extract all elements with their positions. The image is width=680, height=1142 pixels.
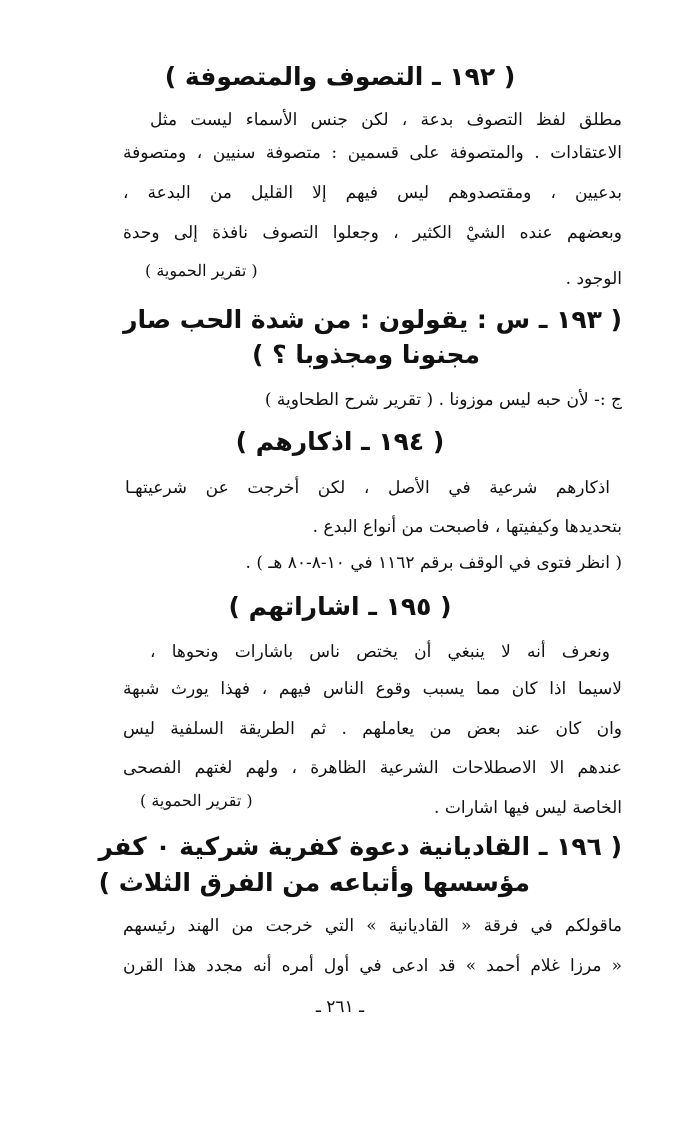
- section-heading-194: ( ١٩٤ ـ اذكارهم ): [235, 427, 445, 456]
- section-193-answer: ج :- لأن حبه ليس موزونا . ( تقرير شرح الطحاوية ): [264, 390, 622, 410]
- section-heading-193-line-1: ( ١٩٣ ـ س : يقولون : من شدة الحب صار: [123, 305, 622, 334]
- section-194-reference: ( انظر فتوى في الوقف برقم ١١٦٢ في ١٠-٨-٨٠ هـ ) .: [245, 553, 622, 573]
- section-heading-193-line-2: مجنونا ومجذوبا ؟ ): [252, 340, 480, 369]
- section-195-line-1: ونعرف أنه لا ينبغي أن يختص ناس باشارات ونحوها ،: [150, 642, 610, 662]
- section-196-line-2: « مرزا غلام أحمد » قد ادعى في أول أمره أنه مجدد هذا القرن: [123, 956, 622, 976]
- section-194-line-2: بتحديدها وكيفيتها ، فاصبحت من أنواع البدع .: [312, 517, 622, 537]
- page-number: ـ ٢٦١ ـ: [315, 997, 365, 1017]
- section-194-line-1: اذكارهم شرعية في الأصل ، لكن أخرجت عن شرعيتهـا: [125, 478, 610, 498]
- section-195-line-2: لاسيما اذا كان مما يسبب وقوع الناس فيهم ، فهذا يورث شبهة: [123, 679, 622, 699]
- section-192-line-4: وبعضهم عنده الشيْ الكثير ، وجعلوا التصوف نافذة إلى وحدة: [123, 223, 622, 243]
- section-192-citation: ( تقرير الحموية ): [145, 261, 258, 280]
- section-192-line-3: بدعيين ، ومقتصدوهم ليس فيهم إلا القليل من البدعة ،: [123, 183, 622, 203]
- section-195-line-5: الخاصة ليس فيها اشارات .: [434, 798, 622, 818]
- section-192-line-2: الاعتقادات . والمتصوفة على قسمين : متصوفة سنيين ، ومتصوفة: [123, 143, 622, 163]
- section-195-line-4: عندهم الا الاصطلاحات الشرعية الظاهرة ، ولهم لغتهم الفصحى: [123, 758, 622, 778]
- section-heading-196-line-1: ( ١٩٦ ـ القاديانية دعوة كفرية شركية ٠ كفر: [98, 832, 622, 861]
- section-195-citation: ( تقرير الحموية ): [140, 791, 253, 810]
- section-192-line-1: مطلق لفظ التصوف بدعة ، لكن جنس الأسماء ليست مثل: [150, 110, 622, 130]
- section-192-line-5: الوجود .: [565, 269, 622, 289]
- section-heading-195: ( ١٩٥ ـ اشاراتهم ): [228, 592, 452, 621]
- section-heading-196-line-2: مؤسسها وأتباعه من الفرق الثلاث ): [98, 868, 530, 897]
- section-195-line-3: وان كان عند بعض من يعاملهم . ثم الطريقة السلفية ليس: [123, 719, 622, 739]
- section-heading-192: ( ١٩٢ ـ التصوف والمتصوفة ): [164, 62, 516, 91]
- section-196-line-1: ماقولكم في فرقة « القاديانية » التي خرجت من الهند رئيسهم: [123, 916, 622, 936]
